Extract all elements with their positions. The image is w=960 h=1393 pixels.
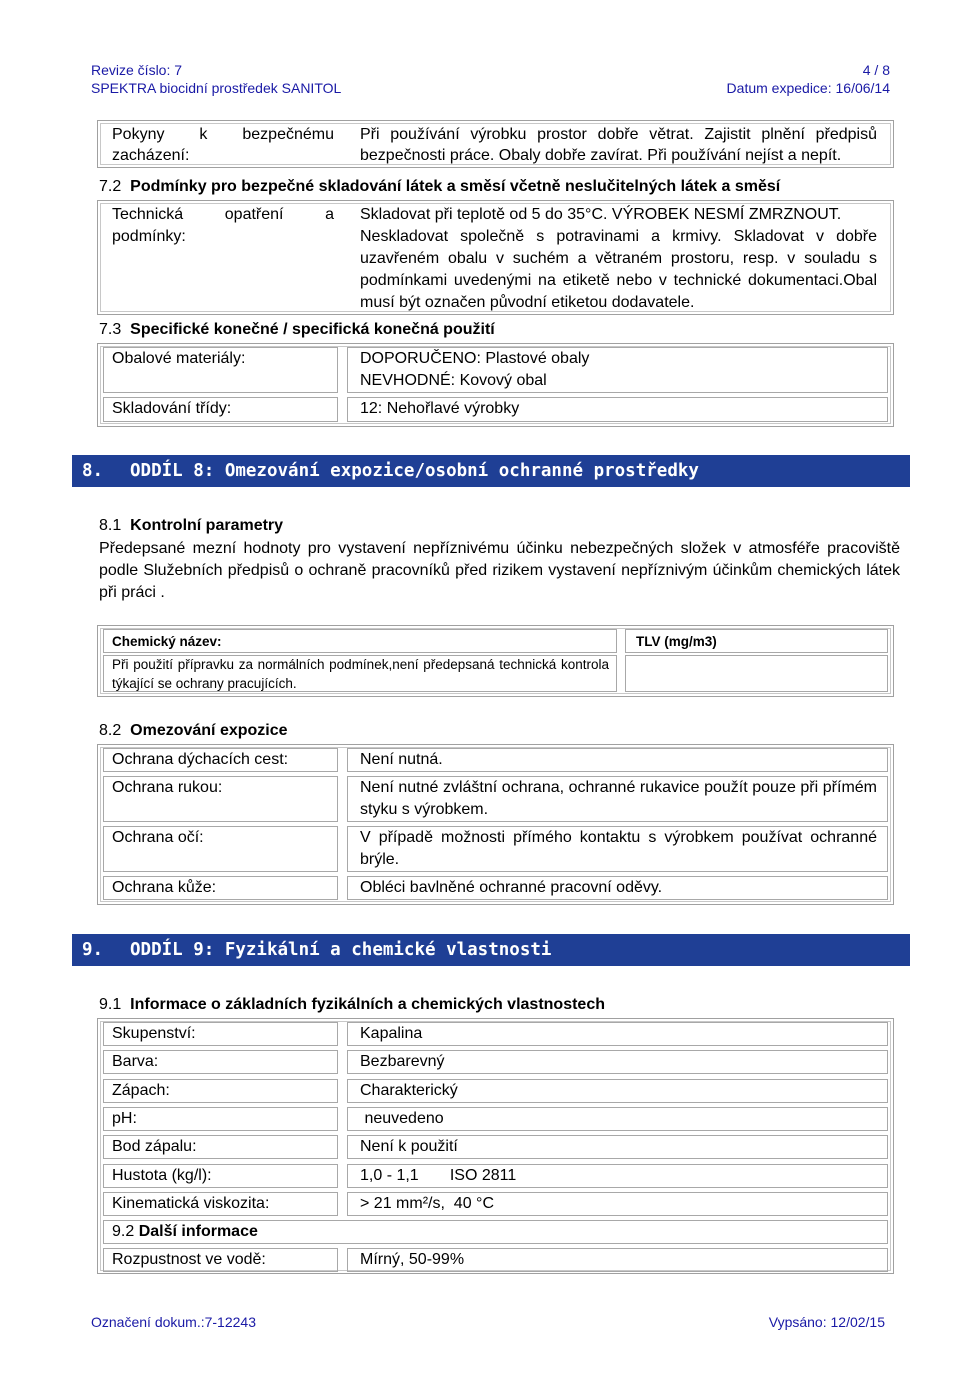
property-4-value: Není k použití <box>360 1138 458 1155</box>
limits-paragraph-line-1: Předepsané mezní hodnoty pro vystavení nepříznivému účinku nebezpečných složek v atmosféře pracoviště <box>99 540 900 557</box>
property-3-label: pH: <box>112 1110 137 1127</box>
property-2-label: Zápach: <box>112 1082 170 1099</box>
limits-paragraph-line-2: podle Služebních předpisů o ochraně pracovníků před rizikem vystavení nepříznivým účinkům chemických látek <box>99 562 900 579</box>
section-8-banner: 8. ODDÍL 8: Omezování expozice/osobní ochranné prostředky <box>72 455 910 487</box>
handling-text-2: bezpečnosti práce. Obaly dobře zavírat. Při používání nejíst a nepít. <box>360 147 842 164</box>
issued-date: Vypsáno: 12/02/15 <box>768 1314 885 1330</box>
solubility-value: Mírný, 50-99% <box>360 1251 465 1268</box>
property-6-label: Kinematická viskozita: <box>112 1195 270 1212</box>
skin-label: Ochrana kůže: <box>112 879 217 896</box>
subsection-7-2-heading: 7.2 Podmínky pro bezpečné skladování látek a směsí včetně neslučitelných látek a směsí <box>99 178 781 195</box>
storage-conditions-label-2: podmínky: <box>112 228 186 245</box>
storage-line-4: podmínkami uvedenými na etiketě nebo v technické dokumentaci.Obal <box>360 272 877 289</box>
storage-line-3: uzavřeném obalu v suchém a větraném prostoru, resp. v souladu s <box>360 250 877 267</box>
packaging-recommended: DOPORUČENO: Plastové obaly <box>360 350 590 367</box>
property-5-value: 1,0 - 1,1 ISO 2811 <box>360 1167 517 1184</box>
property-0-label: Skupenství: <box>112 1025 196 1042</box>
property-4-label: Bod zápalu: <box>112 1138 197 1155</box>
skin-value: Obléci bavlněné ochranné pracovní oděvy. <box>360 879 663 896</box>
property-3-label-cell <box>103 1107 338 1131</box>
revision-number: Revize číslo: 7 <box>91 62 183 78</box>
chemical-name-header: Chemický název: <box>112 634 222 649</box>
handling-label: Pokyny k bezpečnému <box>112 126 334 143</box>
subsection-9-2-heading: 9.2 Další informace <box>112 1223 258 1240</box>
property-1-value: Bezbarevný <box>360 1053 445 1070</box>
chemical-row-line-2: týkající se ochrany pracujících. <box>112 676 297 691</box>
handling-text-1: Při používání výrobku prostor dobře větrat. Zajistit plnění předpisů <box>360 126 877 143</box>
handling-label-2: zacházení: <box>112 147 190 164</box>
eyes-value-line-1: V případě možnosti přímého kontaktu s výrobkem používat ochranné <box>360 829 877 846</box>
tlv-header: TLV (mg/m3) <box>636 634 717 649</box>
issue-date: Datum expedice: 16/06/14 <box>726 80 890 96</box>
storage-line-1: Skladovat při teplotě od 5 do 35°C. VÝROBEK NESMÍ ZMRZNOUT. <box>360 206 842 223</box>
storage-line-2: Neskladovat společně s potravinami a krmivy. Skladovat v dobře <box>360 228 877 245</box>
property-1-label: Barva: <box>112 1053 159 1070</box>
property-3-value: neuvedeno <box>360 1110 444 1127</box>
storage-conditions-label: Technická opatření a <box>112 206 334 223</box>
chemical-row-line-1: Při použití přípravku za normálních podmínek,není předepsaná technická kontrola <box>112 657 609 672</box>
subsection-7-3-heading: 7.3 Specifické konečné / specifická konečná použití <box>99 321 495 338</box>
storage-class-label: Skladování třídy: <box>112 400 232 417</box>
section-9-banner: 9. ODDÍL 9: Fyzikální a chemické vlastnosti <box>72 934 910 966</box>
respiratory-value: Není nutná. <box>360 751 443 768</box>
subsection-8-2-heading: 8.2 Omezování expozice <box>99 722 288 739</box>
tlv-row-cell <box>625 655 888 692</box>
subsection-9-1-heading: 9.1 Informace o základních fyzikálních a chemických vlastnostech <box>99 996 605 1013</box>
property-0-value: Kapalina <box>360 1025 423 1042</box>
storage-line-5: musí být označen původní etiketou dodavatele. <box>360 294 695 311</box>
solubility-label: Rozpustnost ve vodě: <box>112 1251 266 1268</box>
product-name: SPEKTRA biocidní prostředek SANITOL <box>91 80 342 96</box>
storage-class-value: 12: Nehořlavé výrobky <box>360 400 520 417</box>
respiratory-label: Ochrana dýchacích cest: <box>112 751 289 768</box>
subsection-8-1-heading: 8.1 Kontrolní parametry <box>99 517 284 534</box>
eyes-label: Ochrana očí: <box>112 829 204 846</box>
hands-label: Ochrana rukou: <box>112 779 223 796</box>
hands-value-line-1: Není nutné zvláštní ochrana, ochranné rukavice použít pouze při přímém <box>360 779 877 796</box>
document-id: Označení dokum.:7-12243 <box>91 1314 256 1330</box>
property-5-label: Hustota (kg/l): <box>112 1167 212 1184</box>
hands-value-line-2: styku s výrobkem. <box>360 801 489 818</box>
limits-paragraph-line-3: při práci . <box>99 584 165 601</box>
packaging-label: Obalové materiály: <box>112 350 246 367</box>
property-0-value-cell <box>347 1022 888 1046</box>
packaging-unsuitable: NEVHODNÉ: Kovový obal <box>360 372 547 389</box>
eyes-value-line-2: brýle. <box>360 851 400 868</box>
page-number: 4 / 8 <box>862 62 890 78</box>
property-2-value: Charakterický <box>360 1082 458 1099</box>
property-6-value: > 21 mm²/s, 40 °C <box>360 1195 494 1212</box>
